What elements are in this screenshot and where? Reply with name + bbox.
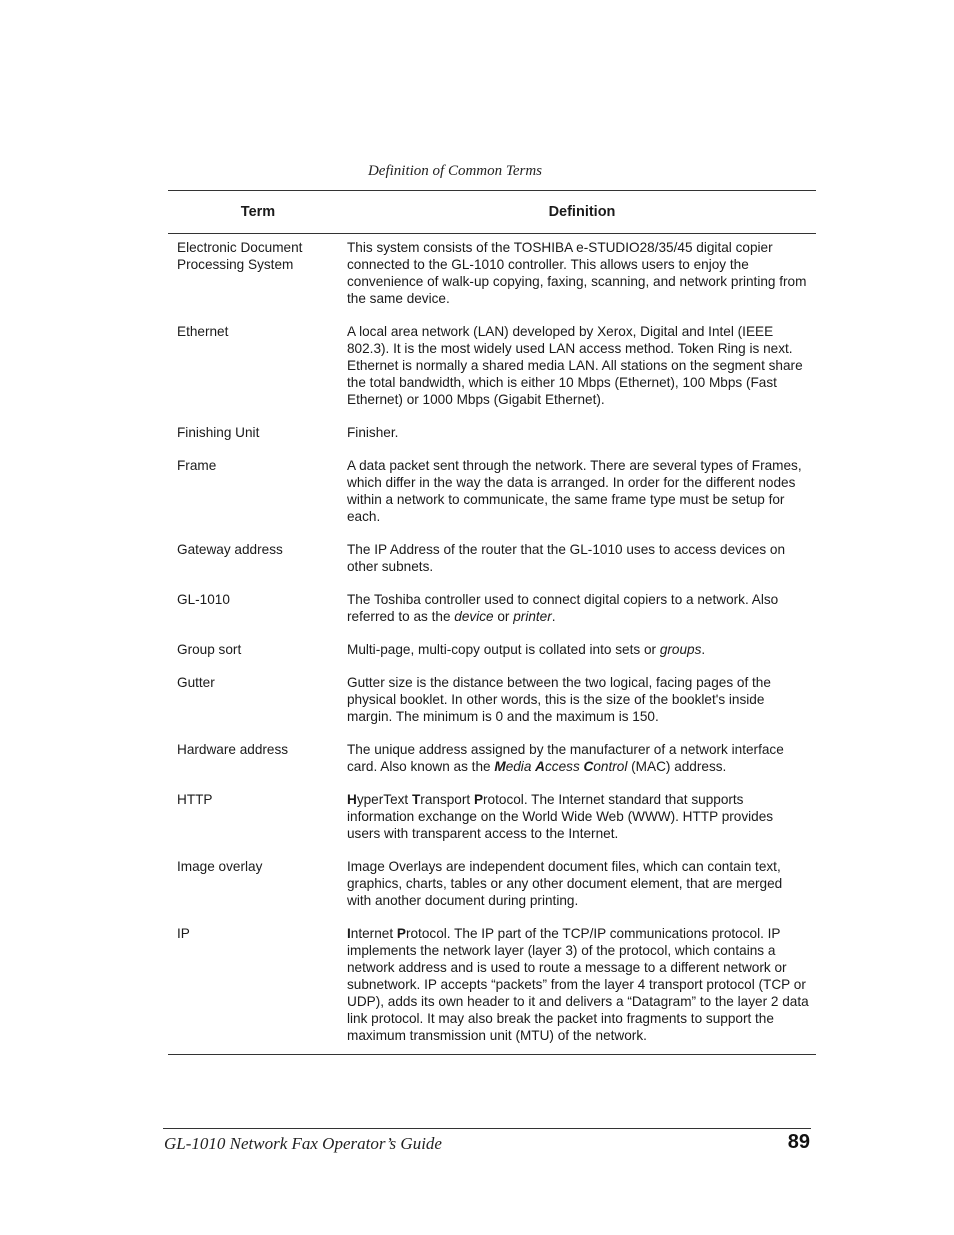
footer-divider <box>163 1128 811 1129</box>
definition-text: A data packet sent through the network. There are several types of Frames, which differ in the way the data is arranged. In order for the different nodes within a network to communicate, the same frame type must be setup for each. <box>347 458 802 524</box>
definition-cell <box>347 858 816 909</box>
definition-text: ransport <box>420 792 474 807</box>
definition-text: M <box>494 759 506 774</box>
definition-text: H <box>347 792 357 807</box>
definition-cell <box>347 641 816 658</box>
table-row <box>168 424 816 441</box>
terms-table <box>168 190 816 1055</box>
term-cell: Frame <box>177 458 217 473</box>
definition-text: yperText <box>356 792 412 807</box>
table-row <box>168 641 816 658</box>
table-row <box>168 541 816 575</box>
definition-text: printer <box>513 609 552 624</box>
definition-text: A local area network (LAN) developed by Xerox, Digital and Intel (IEEE 802.3). It is the most widely used LAN access method. Token Ring is next. Ethernet is normally a shared media LAN. All stations on the segment share the total bandwidth, which is either 10 Mbps (Ethernet), 100 Mbps (Fast Ethernet) or 1000 Mbps (Gigabit Ethernet). <box>347 324 803 407</box>
definition-text: C <box>583 759 594 774</box>
term-cell: GL-1010 <box>177 592 230 607</box>
table-row <box>168 457 816 525</box>
definition-cell <box>347 791 816 842</box>
column-header-term: Term <box>240 204 276 220</box>
definition-cell <box>347 424 816 441</box>
definition-cell <box>347 925 816 1044</box>
definition-text: rotocol. The IP part of the TCP/IP communications protocol. IP implements the network layer (layer 3) of the protocol, which contains a network address and is used to route a message to a different network or subnetwork. IP accepts “packets” from the layer 4 transport protocol (TCP or UDP), adds its own header to it and delivers a “Datagram” to the layer 2 data link protocol. It may also break the packet into fragments to support the maximum transmission unit (MTU) of the network. <box>347 926 809 1043</box>
table-row <box>168 858 816 909</box>
term-cell: IP <box>177 926 190 941</box>
definition-cell <box>347 457 816 525</box>
definition-text: ontrol <box>593 759 628 774</box>
page-number: 89 <box>787 1131 810 1153</box>
definition-cell <box>347 674 816 725</box>
table-row <box>168 674 816 725</box>
term-cell: Gutter <box>177 675 215 690</box>
definition-text: Multi-page, multi-copy output is collated into sets or <box>347 642 660 657</box>
definition-cell <box>347 239 816 307</box>
definition-text: A <box>535 759 545 774</box>
definition-text: (MAC) address. <box>627 759 727 774</box>
definition-text: nternet <box>350 926 397 941</box>
term-cell: Electronic Document Processing System <box>177 240 303 272</box>
table-row <box>168 591 816 625</box>
term-cell: Finishing Unit <box>177 425 260 440</box>
term-cell: Group sort <box>177 642 242 657</box>
definition-text: . <box>551 609 556 624</box>
table-header <box>168 191 816 234</box>
term-cell: Hardware address <box>177 742 289 757</box>
table-caption: Definition of Common Terms <box>367 163 543 179</box>
definition-text: P <box>473 792 484 807</box>
definition-cell <box>347 323 816 408</box>
definition-text: T <box>411 792 421 807</box>
term-cell: Gateway address <box>177 542 283 557</box>
definition-text: device <box>454 609 494 624</box>
definition-text: . <box>701 642 706 657</box>
column-header-definition: Definition <box>548 204 616 220</box>
term-cell: Ethernet <box>177 324 229 339</box>
definition-text: I <box>347 926 351 941</box>
definition-text: Gutter size is the distance between the two logical, facing pages of the physical booklet. In other words, this is the size of the booklet's inside margin. The minimum is 0 and the maximum is 150. <box>347 675 771 724</box>
definition-text: rotocol. The Internet standard that supports information exchange on the World Wide Web (WWW). HTTP provides users with transparent access to the Internet. <box>347 792 774 841</box>
definition-text: Finisher. <box>347 425 399 440</box>
definition-text: groups <box>659 642 702 657</box>
definition-text: or <box>493 609 514 624</box>
table-body <box>168 234 816 1054</box>
definition-text: The Toshiba controller used to connect digital copiers to a network. Also referred to as the <box>347 592 779 624</box>
definition-text: This system consists of the TOSHIBA e-STUDIO28/35/45 digital copier connected to the GL-1010 controller. This allows users to enjoy the convenience of walk-up copying, faxing, scanning, and network printing from the same device. <box>347 240 807 306</box>
definition-text: Image Overlays are independent document files, which can contain text, graphics, charts, tables or any other document element, that are merged with another document during printing. <box>347 859 783 908</box>
definition-cell <box>347 741 816 775</box>
table-row <box>168 925 816 1044</box>
footer-title: GL-1010 Network Fax Operator’s Guide <box>164 1134 442 1153</box>
table-row <box>168 791 816 842</box>
definition-text: P <box>396 926 406 941</box>
term-cell: HTTP <box>177 792 213 807</box>
table-row <box>168 741 816 775</box>
definition-cell <box>347 591 816 625</box>
table-row <box>168 239 816 307</box>
definition-text: ccess <box>545 759 584 774</box>
definition-cell <box>347 541 816 575</box>
term-cell: Image overlay <box>177 859 263 874</box>
definition-text: The unique address assigned by the manufacturer of a network interface card. Also known as the <box>347 742 784 774</box>
definition-text: edia <box>505 759 536 774</box>
definition-text: The IP Address of the router that the GL-1010 uses to access devices on other subnets. <box>347 542 786 574</box>
table-row <box>168 323 816 408</box>
